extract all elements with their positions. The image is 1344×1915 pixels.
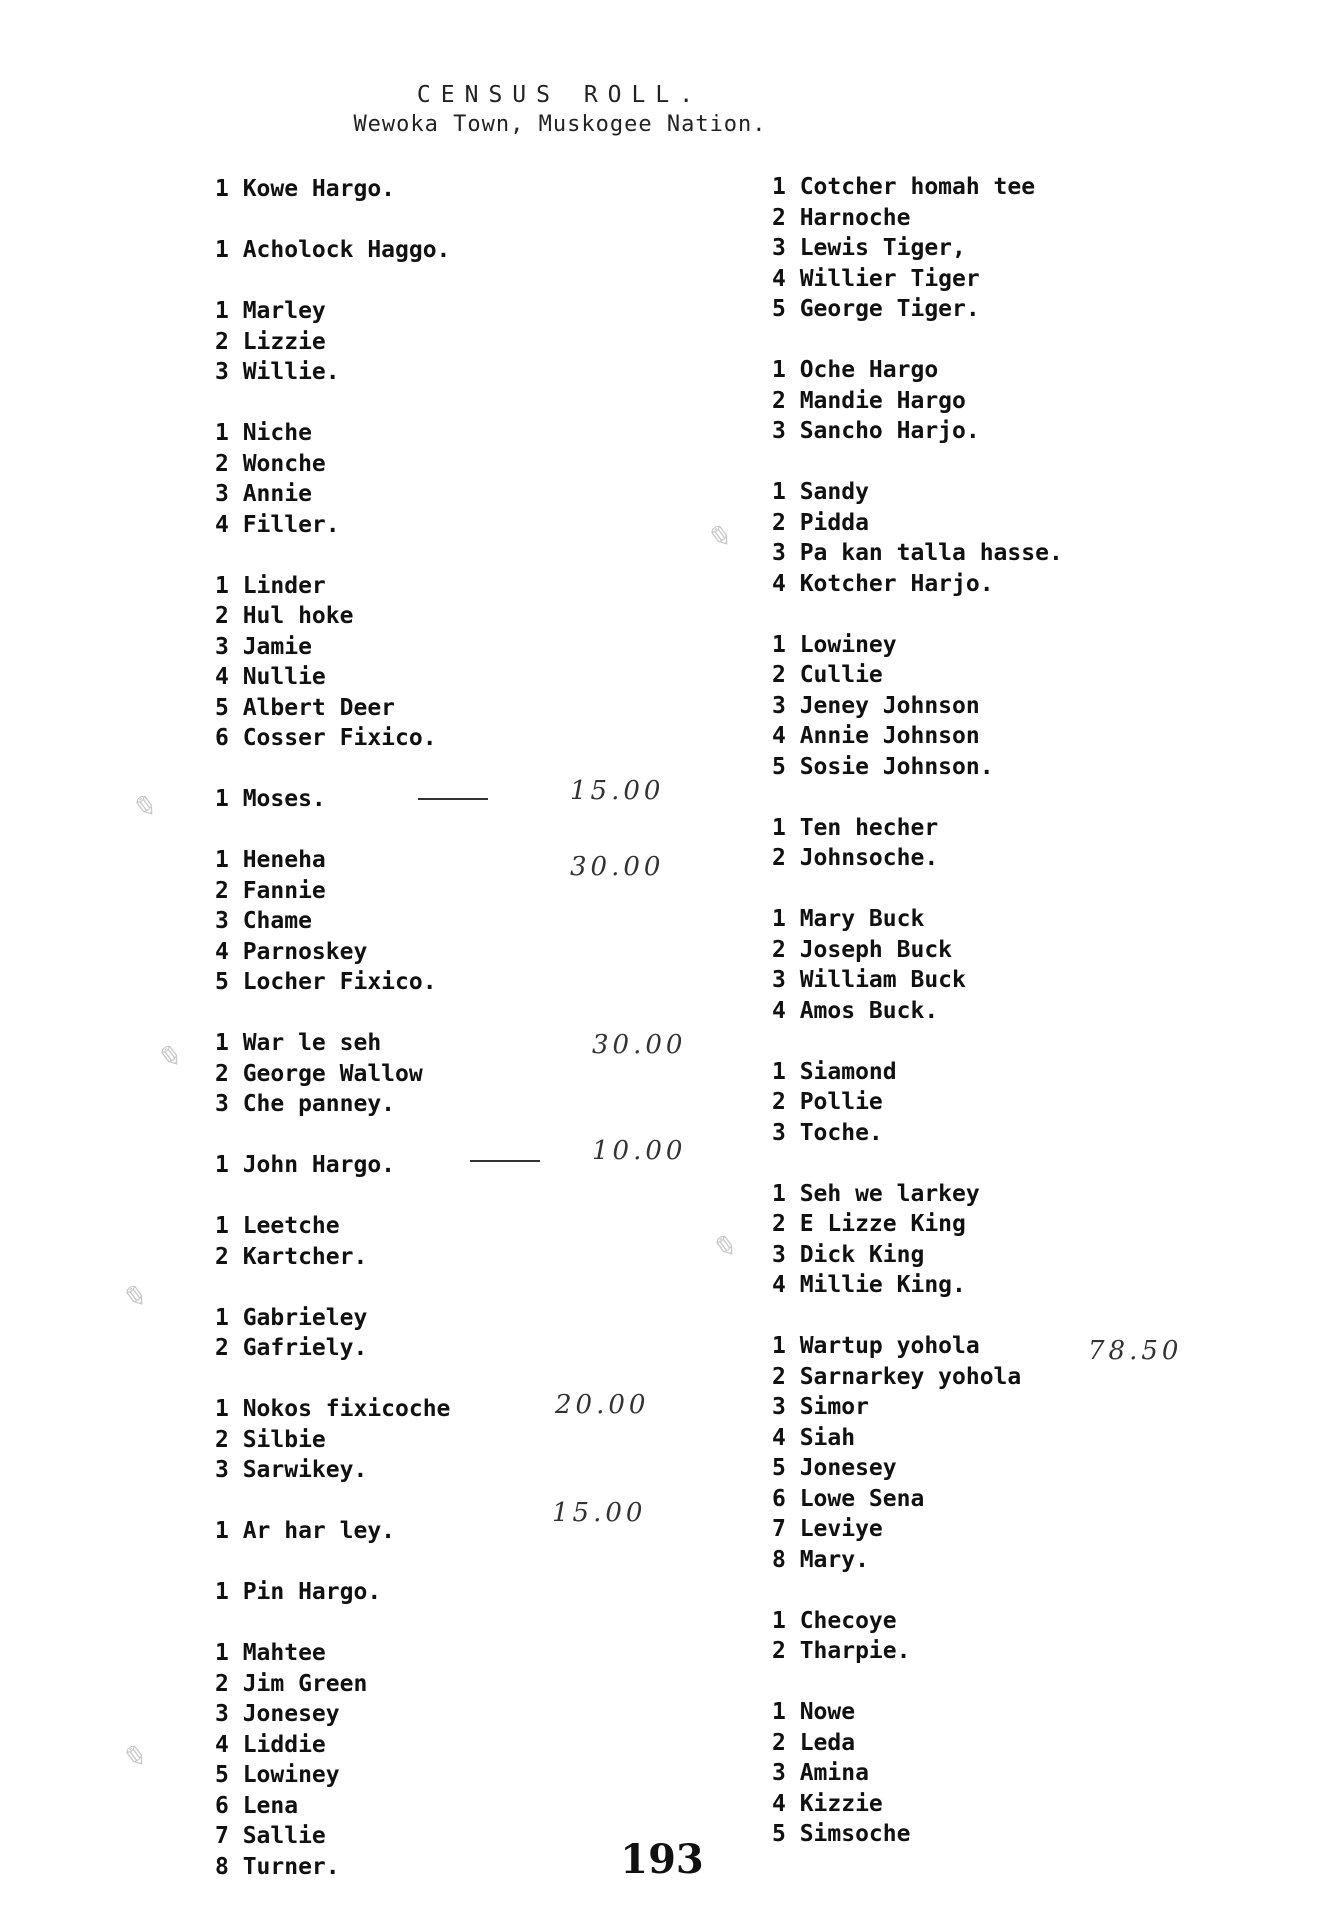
right-entry: 5 Sosie Johnson. [772, 753, 994, 780]
page-subtitle: Wewoka Town, Muskogee Nation. [353, 112, 767, 137]
right-entry: 4 Kizzie [772, 1790, 883, 1817]
left-entry: 2 Jim Green [215, 1670, 368, 1697]
right-entry: 4 Millie King. [772, 1272, 966, 1298]
left-entry: 6 Lena [215, 1792, 299, 1819]
left-entry: 4 Filler. [215, 511, 340, 538]
left-entry: 3 Che panney. [215, 1091, 396, 1117]
right-entry: 2 Johnsoche. [772, 845, 939, 871]
family-gap [772, 1026, 1292, 1057]
family-gap [772, 447, 1292, 478]
left-entry: 3 Chame [215, 908, 312, 934]
right-entry: 4 Annie Johnson [772, 723, 980, 749]
right-entry: 2 Mandie Hargo [772, 387, 966, 414]
left-entry: 2 Fannie [215, 877, 326, 904]
left-entry: 7 Sallie [215, 1823, 326, 1849]
left-entry: 2 Kartcher. [215, 1243, 368, 1270]
right-entry: 1 Sandy [772, 479, 869, 505]
right-entry: 2 E Lizze King [772, 1211, 966, 1237]
right-entry: 3 Jeney Johnson [772, 692, 980, 719]
left-entry: 1 Kowe Hargo. [215, 176, 396, 202]
family-gap [215, 1547, 735, 1578]
family-gap [215, 266, 735, 297]
right-entry: 7 Leviye [772, 1516, 883, 1542]
page-number: 193 [620, 1836, 704, 1883]
amount-john-hargo: 10.00 [592, 1136, 687, 1166]
family-gap [772, 1575, 1292, 1606]
left-entry: 1 Leetche [215, 1213, 340, 1239]
margin-mark: ✎ [130, 790, 156, 825]
left-entry: 5 Lowiney [215, 1762, 340, 1788]
family-gap [772, 782, 1292, 813]
margin-mark: ✎ [705, 520, 731, 555]
left-entry: 3 Sarwikey. [215, 1457, 368, 1483]
left-entry: 5 Locher Fixico. [215, 969, 437, 995]
left-entry: 2 George Wallow [215, 1060, 423, 1087]
right-entry: 2 Leda [772, 1729, 856, 1756]
amount-wartup: 78.50 [1088, 1336, 1183, 1366]
right-entry: 2 Pidda [772, 509, 869, 536]
right-entry: 3 Toche. [772, 1119, 883, 1146]
right-entry: 2 Pollie [772, 1089, 883, 1115]
right-entry: 5 George Tiger. [772, 296, 980, 322]
left-entry: 2 Wonche [215, 450, 326, 477]
amount-ar-har-ley: 15.00 [552, 1498, 647, 1528]
left-entry: 1 Niche [215, 420, 312, 446]
family-gap [772, 1301, 1292, 1332]
left-column [215, 174, 735, 1882]
left-entry: 3 Jamie [215, 633, 312, 660]
family-gap [772, 325, 1292, 356]
right-entry: 1 Nowe [772, 1699, 856, 1725]
right-entry: 5 Jonesey [772, 1455, 897, 1481]
left-entry: 1 Heneha [215, 847, 326, 873]
left-entry: 1 Pin Hargo. [215, 1579, 382, 1605]
right-entry: 3 William Buck [772, 967, 966, 993]
family-gap [215, 205, 735, 236]
right-entry: 4 Siah [772, 1424, 856, 1451]
left-entry: 1 Linder [215, 572, 326, 599]
left-entry: 1 Gabrieley [215, 1304, 368, 1331]
left-entry: 1 Ar har ley. [215, 1518, 396, 1544]
left-entry: 1 John Hargo. [215, 1152, 396, 1178]
family-gap [772, 874, 1292, 905]
right-entry: 3 Amina [772, 1760, 869, 1786]
left-entry: 3 Jonesey [215, 1701, 340, 1727]
right-entry: 1 Oche Hargo [772, 357, 939, 383]
right-entry: 3 Dick King [772, 1241, 925, 1268]
right-entry: 2 Harnoche [772, 204, 911, 231]
left-entry: 2 Silbie [215, 1426, 326, 1453]
right-entry: 2 Joseph Buck [772, 936, 953, 963]
family-gap [215, 1364, 735, 1395]
family-gap [772, 599, 1292, 630]
left-entry: 2 Hul hoke [215, 603, 354, 629]
amount-heneha: 30.00 [570, 852, 665, 882]
dash-john-hargo [470, 1160, 540, 1162]
left-entry: 8 Turner. [215, 1853, 340, 1880]
margin-mark: ✎ [120, 1740, 146, 1775]
right-entry: 1 Mary Buck [772, 906, 925, 932]
family-gap [215, 1181, 735, 1212]
right-entry: 3 Simor [772, 1394, 869, 1420]
right-entry: 4 Amos Buck. [772, 997, 939, 1024]
right-entry: 4 Kotcher Harjo. [772, 570, 994, 597]
right-entry: 1 Siamond [772, 1058, 897, 1085]
left-entry: 5 Albert Deer [215, 694, 396, 721]
left-entry: 1 Moses. [215, 786, 326, 812]
left-entry: 4 Liddie [215, 1731, 326, 1758]
family-gap [215, 815, 735, 846]
family-gap [215, 388, 735, 419]
left-entry: 1 Marley [215, 298, 326, 324]
right-entry: 5 Simsoche [772, 1821, 911, 1847]
family-gap [772, 1148, 1292, 1179]
left-entry: 2 Lizzie [215, 328, 326, 355]
left-entry: 2 Gafriely. [215, 1335, 368, 1361]
family-gap [215, 1272, 735, 1303]
right-entry: 1 Lowiney [772, 631, 897, 658]
margin-mark: ✎ [710, 1230, 736, 1265]
left-entry: 6 Cosser Fixico. [215, 725, 437, 751]
family-gap [215, 540, 735, 571]
right-entry: 4 Willier Tiger [772, 265, 980, 292]
left-entry: 3 Annie [215, 481, 312, 507]
left-entry: 3 Willie. [215, 359, 340, 385]
right-entry: 3 Sancho Harjo. [772, 418, 980, 444]
left-entry: 4 Parnoskey [215, 938, 368, 965]
margin-mark: ✎ [120, 1280, 146, 1315]
right-entry: 1 Checoye [772, 1607, 897, 1634]
amount-moses: 15.00 [570, 776, 665, 806]
amount-nokos: 20.00 [555, 1390, 650, 1420]
family-gap [772, 1667, 1292, 1698]
right-entry: 3 Lewis Tiger, [772, 235, 966, 261]
right-entry: 3 Pa kan talla hasse. [772, 540, 1063, 566]
family-gap [215, 998, 735, 1029]
right-entry: 1 Cotcher homah tee [772, 174, 1036, 200]
right-entry: 2 Sarnarkey yohola [772, 1363, 1022, 1390]
family-gap [215, 1486, 735, 1517]
right-entry: 2 Cullie [772, 662, 883, 688]
margin-mark: ✎ [155, 1040, 181, 1075]
right-entry: 6 Lowe Sena [772, 1485, 925, 1512]
page-title: CENSUS ROLL. [416, 82, 704, 108]
dash-moses [418, 798, 488, 800]
right-entry: 8 Mary. [772, 1546, 869, 1573]
right-entry: 2 Tharpie. [772, 1638, 911, 1664]
left-entry: 1 Nokos fixicoche [215, 1396, 451, 1422]
left-entry: 1 War le seh [215, 1030, 382, 1056]
right-entry: 1 Ten hecher [772, 814, 939, 841]
amount-war-le-seh: 30.00 [592, 1030, 687, 1060]
left-entry: 4 Nullie [215, 664, 326, 690]
right-entry: 1 Wartup yohola [772, 1333, 980, 1359]
left-entry: 1 Mahtee [215, 1640, 326, 1666]
family-gap [215, 1608, 735, 1639]
left-entry: 1 Acholock Haggo. [215, 237, 451, 263]
right-entry: 1 Seh we larkey [772, 1180, 980, 1207]
right-column [772, 172, 1292, 1850]
